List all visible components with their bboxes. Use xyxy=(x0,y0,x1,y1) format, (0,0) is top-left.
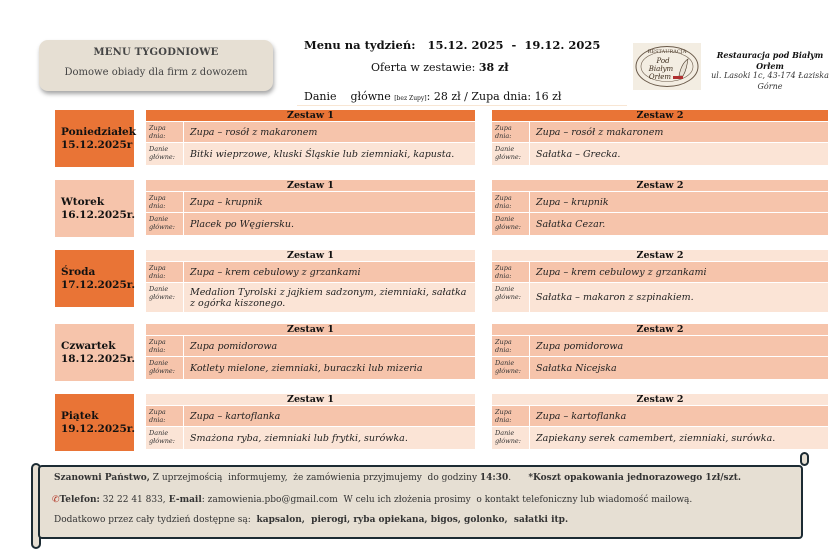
restaurant-name: Restauracja pod Białym Orłem xyxy=(716,50,824,71)
set-header: Zestaw 1 xyxy=(146,394,475,405)
main-label: Danie główne: xyxy=(146,427,184,449)
set-header: Zestaw 1 xyxy=(146,250,475,261)
soup-row xyxy=(492,191,828,212)
date-from: 15.12. 2025 xyxy=(427,38,504,52)
set-header: Zestaw 1 xyxy=(146,180,475,191)
main-label: Danie główne: xyxy=(146,357,184,379)
main-row xyxy=(492,212,828,235)
main-label: Danie główne: xyxy=(492,357,530,379)
soup-label: Zupa dnia: xyxy=(146,122,184,142)
soup-label: Zupa dnia: xyxy=(492,406,530,426)
greeting: Szanowni Państwo, xyxy=(54,473,150,483)
main-price-label: Danie główne xyxy=(304,90,391,103)
logo-badge xyxy=(673,76,683,79)
restaurant-info xyxy=(706,50,834,92)
email-address[interactable]: : zamowienia.pbo@gmail.com xyxy=(201,495,338,505)
set-1-card xyxy=(146,394,475,449)
set-header: Zestaw 2 xyxy=(492,250,828,261)
soup-row xyxy=(146,405,475,426)
soup-row xyxy=(492,121,828,142)
contact-info: W celu ich złożenia prosimy o kontakt telefoniczny lub wiadomość mailową. xyxy=(337,495,693,505)
footer-line-3 xyxy=(54,515,568,525)
set-2-card xyxy=(492,110,828,165)
day-label-1 xyxy=(55,180,134,237)
logo-text-orlem: Orłem xyxy=(648,73,672,81)
email-label: E-mail xyxy=(165,495,202,505)
menu-subtitle: Domowe obiady dla firm z dowozem xyxy=(64,67,248,78)
set-2-card xyxy=(492,180,828,235)
main-row xyxy=(146,426,475,449)
soup-label: Zupa dnia: xyxy=(492,122,530,142)
set-2-card xyxy=(492,394,828,449)
main-value: Kotlety mielone, ziemniaki, buraczki lub mizeria xyxy=(190,362,423,374)
offer-label: Oferta w zestawie: xyxy=(371,61,476,74)
soup-value: Zupa pomidorowa xyxy=(190,340,278,352)
set-1-card xyxy=(146,324,475,379)
day-name: Środa xyxy=(61,265,96,278)
scroll-curl-right xyxy=(800,452,809,466)
logo-text-bialym: Białym xyxy=(648,65,674,73)
main-label: Danie główne: xyxy=(146,143,184,165)
offer-line xyxy=(371,61,508,74)
day-label-2 xyxy=(55,250,134,307)
main-label: Danie główne: xyxy=(492,143,530,165)
date-separator: - xyxy=(511,38,517,52)
week-label: Menu na tydzień: xyxy=(304,38,416,52)
main-row xyxy=(146,212,475,235)
main-value: Smażona ryba, ziemniaki lub frytki, surówka. xyxy=(190,432,408,444)
phone-icon: ✆ xyxy=(52,495,60,505)
main-row xyxy=(146,282,475,312)
logo-text-top: RESTAURACJA xyxy=(647,49,687,55)
day-date: 19.12.2025r. xyxy=(61,422,135,435)
main-label: Danie główne: xyxy=(492,427,530,449)
main-row xyxy=(146,356,475,379)
day-name: Poniedziałek xyxy=(61,125,137,138)
soup-row xyxy=(492,261,828,282)
soup-label: Zupa dnia: xyxy=(146,406,184,426)
soup-row xyxy=(492,405,828,426)
eagle-icon xyxy=(679,59,688,76)
day-name: Czwartek xyxy=(61,339,116,352)
soup-label: Zupa dnia: xyxy=(146,192,184,212)
main-row xyxy=(492,282,828,312)
set-header: Zestaw 1 xyxy=(146,324,475,335)
day-label-0 xyxy=(55,110,137,167)
footer-line-2 xyxy=(52,495,692,505)
soup-row xyxy=(146,121,475,142)
soup-value: Zupa – krupnik xyxy=(536,196,609,208)
main-price-note: [bez Zupy] xyxy=(394,95,427,102)
set-header: Zestaw 2 xyxy=(492,180,828,191)
main-value: Sałatka – Grecka. xyxy=(536,148,621,160)
soup-value: Zupa – krem cebulowy z grzankami xyxy=(536,266,707,278)
soup-label: Zupa dnia: xyxy=(492,192,530,212)
main-value: Zapiekany serek camembert, ziemniaki, surówka. xyxy=(536,432,776,444)
price-line xyxy=(304,90,561,103)
main-label: Danie główne: xyxy=(492,283,530,312)
day-date: 18.12.2025r. xyxy=(61,352,135,365)
prices: : 28 zł / Zupa dnia: 16 zł xyxy=(426,90,562,103)
week-range xyxy=(304,38,600,52)
set-1-card xyxy=(146,110,475,165)
day-date: 15.12.2025r xyxy=(61,138,133,151)
soup-label: Zupa dnia: xyxy=(146,336,184,356)
order-deadline: 14:30 xyxy=(479,473,509,483)
phone-number[interactable]: 32 22 41 833, xyxy=(99,495,166,505)
set-2-card xyxy=(492,250,828,312)
soup-label: Zupa dnia: xyxy=(492,336,530,356)
extra-items: kapsalon, pierogi, ryba opiekana, bigos, golonko, sałatki itp. xyxy=(256,515,569,525)
offer-price: 38 zł xyxy=(478,61,509,74)
soup-value: Zupa – krem cebulowy z grzankami xyxy=(190,266,361,278)
soup-value: Zupa – krupnik xyxy=(190,196,263,208)
set-header: Zestaw 2 xyxy=(492,324,828,335)
soup-value: Zupa – rosół z makaronem xyxy=(190,126,318,138)
footer-line-1 xyxy=(54,473,741,483)
set-2-card xyxy=(492,324,828,379)
soup-label: Zupa dnia: xyxy=(492,262,530,282)
soup-value: Zupa – kartoflanka xyxy=(190,410,281,422)
main-value: Sałatka Cezar. xyxy=(536,218,606,230)
date-to: 19.12. 2025 xyxy=(524,38,601,52)
main-row xyxy=(146,142,475,165)
main-row xyxy=(492,356,828,379)
soup-value: Zupa – kartoflanka xyxy=(536,410,627,422)
day-date: 17.12.2025r. xyxy=(61,278,135,291)
soup-row xyxy=(146,191,475,212)
menu-title: MENU TYGODNIOWE xyxy=(93,47,219,58)
main-row xyxy=(492,142,828,165)
packaging-cost: *Koszt opakowania jednorazowego 1zł/szt. xyxy=(528,473,742,483)
soup-row xyxy=(492,335,828,356)
soup-label: Zupa dnia: xyxy=(146,262,184,282)
day-name: Wtorek xyxy=(61,195,105,208)
menu-title-box xyxy=(39,40,273,91)
soup-row xyxy=(146,261,475,282)
set-header: Zestaw 2 xyxy=(492,110,828,121)
restaurant-logo xyxy=(633,43,701,90)
logo-text-pod: Pod xyxy=(656,57,670,65)
soup-row xyxy=(146,335,475,356)
soup-value: Zupa pomidorowa xyxy=(536,340,624,352)
set-header: Zestaw 1 xyxy=(146,110,475,121)
main-value: Sałatka Nicejska xyxy=(536,362,617,374)
info-footer xyxy=(38,465,803,539)
phone-label: Telefon: xyxy=(59,495,100,505)
day-label-3 xyxy=(55,324,134,381)
main-value: Placek po Węgiersku. xyxy=(190,218,295,230)
main-value: Sałatka – makaron z szpinakiem. xyxy=(536,292,694,303)
main-label: Danie główne: xyxy=(492,213,530,235)
main-value: Medalion Tyrolski z jajkiem sadzonym, ziemniaki, sałatka z ogórka kiszonego. xyxy=(190,286,467,309)
day-date: 16.12.2025r. xyxy=(61,208,135,221)
main-row xyxy=(492,426,828,449)
restaurant-address: ul. Lasoki 1c, 43-174 Łaziska Górne xyxy=(711,71,829,91)
set-header: Zestaw 2 xyxy=(492,394,828,405)
order-info: Z uprzejmością informujemy, że zamówienia przyjmujemy do godziny xyxy=(149,473,480,483)
soup-value: Zupa – rosół z makaronem xyxy=(536,126,664,138)
day-name: Piątek xyxy=(61,409,99,422)
header-divider xyxy=(297,105,627,106)
main-value: Bitki wieprzowe, kluski Śląskie lub ziemniaki, kapusta. xyxy=(190,148,455,160)
set-1-card xyxy=(146,180,475,235)
main-label: Danie główne: xyxy=(146,213,184,235)
period: . xyxy=(508,473,512,483)
extra-label: Dodatkowo przez cały tydzień dostępne są: xyxy=(54,515,257,525)
set-1-card xyxy=(146,250,475,312)
day-label-4 xyxy=(55,394,134,451)
main-label: Danie główne: xyxy=(146,283,184,312)
